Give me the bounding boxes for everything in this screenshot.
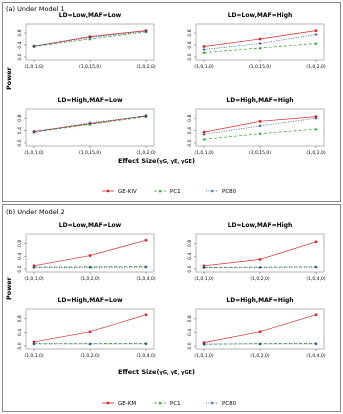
panel-title: LD=High,MAF=High bbox=[226, 97, 294, 104]
panel-title: LD=High,MAF=Low bbox=[57, 97, 123, 104]
x-tick-label: (1,0,1,0) bbox=[24, 65, 44, 70]
legend-label-ge-kiv: GE-KIV bbox=[118, 189, 137, 195]
x-tick-label: (1,0,2,0) bbox=[80, 354, 100, 359]
y-tick-label: 0.4 bbox=[18, 328, 23, 336]
panel-title: LD=High,MAF=High bbox=[226, 297, 294, 304]
y-tick-label: 0.0 bbox=[18, 265, 23, 273]
x-tick-label: (1,0,4,0) bbox=[136, 277, 156, 282]
model1-panels bbox=[0, 0, 343, 200]
x-tick-label: (1,0,15,0) bbox=[78, 151, 102, 156]
panel-m1-0 bbox=[17, 12, 156, 70]
panel-m1-2 bbox=[17, 97, 156, 156]
x-tick-label: (1,0,1,0) bbox=[24, 277, 44, 282]
y-tick-label: 0.8 bbox=[188, 29, 193, 37]
panel-m1-3 bbox=[187, 97, 326, 156]
model2-legend-svg bbox=[96, 397, 256, 409]
y-tick-label: 0.4 bbox=[188, 328, 193, 336]
panel-box bbox=[196, 109, 324, 146]
series-line-ge-km bbox=[204, 315, 316, 343]
panel-m2-3 bbox=[187, 297, 326, 359]
model1-power-label: Power bbox=[5, 67, 13, 90]
data-point-pc80 bbox=[315, 266, 318, 269]
data-point-pc80 bbox=[259, 266, 262, 269]
legend-label-pc1: PC1 bbox=[170, 189, 181, 195]
y-tick-label: 0.4 bbox=[188, 252, 193, 260]
x-tick-label: (1,0,15,0) bbox=[248, 151, 272, 156]
x-tick-label: (1,0,4,0) bbox=[306, 277, 326, 282]
legend-marker-ge-km bbox=[107, 402, 110, 405]
data-point-pc80 bbox=[259, 125, 262, 128]
y-tick-label: 0.4 bbox=[18, 127, 23, 135]
panel-box bbox=[196, 24, 324, 60]
data-point-ge-kiv bbox=[315, 29, 318, 32]
y-tick-label: 0.8 bbox=[18, 239, 23, 247]
x-tick-label: (1,0,2,0) bbox=[136, 65, 156, 70]
model1-xaxis-title: Effect Size(γG, γE, γGE) bbox=[118, 157, 195, 165]
y-tick-label: 0.0 bbox=[188, 139, 193, 147]
data-point-ge-kiv bbox=[259, 38, 262, 41]
y-tick-label: 0.8 bbox=[188, 239, 193, 247]
y-tick-label: 0.8 bbox=[18, 114, 23, 122]
data-point-ge-km bbox=[259, 258, 262, 261]
model2-xaxis-title: Effect Size(γG, γE, γGE) bbox=[118, 368, 195, 376]
data-point-ge-km bbox=[145, 239, 148, 242]
x-tick-label: (1,0,15,0) bbox=[78, 65, 102, 70]
legend-label-pc1: PC1 bbox=[170, 401, 181, 407]
series-line-ge-km bbox=[34, 315, 146, 342]
y-tick-label: 0.8 bbox=[18, 29, 23, 37]
panel-title: LD=Low,MAF=Low bbox=[58, 222, 122, 229]
panel-title: LD=Low,MAF=Low bbox=[58, 12, 122, 19]
data-point-pc80 bbox=[89, 343, 92, 346]
data-point-pc80 bbox=[203, 133, 206, 136]
legend-marker-ge-kiv bbox=[107, 190, 110, 193]
model2-xaxis-title-sub: γG, γE, γGE bbox=[159, 370, 192, 376]
data-point-ge-km bbox=[145, 313, 148, 316]
x-tick-label: (1,0,1,0) bbox=[194, 65, 214, 70]
data-point-ge-km bbox=[89, 254, 92, 257]
legend-label-pc80: PC80 bbox=[222, 401, 237, 407]
y-tick-label: 0.0 bbox=[18, 53, 23, 61]
y-tick-label: 0.8 bbox=[188, 114, 193, 122]
panel-title: LD=Low,MAF=High bbox=[227, 12, 293, 19]
data-point-pc80 bbox=[259, 42, 262, 45]
x-tick-label: (1,0,2,0) bbox=[250, 354, 270, 359]
panel-m2-1 bbox=[187, 222, 326, 282]
panel-m1-1 bbox=[187, 12, 326, 70]
legend-marker-pc80 bbox=[211, 190, 214, 193]
legend-label-ge-km: GE-KM bbox=[118, 401, 137, 407]
legend-marker-pc80 bbox=[211, 402, 214, 405]
model1-legend-svg bbox=[96, 185, 256, 197]
x-tick-label: (1,0,4,0) bbox=[306, 354, 326, 359]
panel-box bbox=[26, 109, 154, 146]
y-tick-label: 0.4 bbox=[188, 127, 193, 135]
y-tick-label: 0.0 bbox=[188, 53, 193, 61]
y-tick-label: 0.0 bbox=[18, 139, 23, 147]
x-tick-label: (1,0,2,0) bbox=[136, 151, 156, 156]
legend-label-pc80: PC80 bbox=[222, 189, 237, 195]
data-point-ge-kiv bbox=[203, 45, 206, 48]
model2-heading: (b) Under Model 2 bbox=[6, 208, 65, 216]
data-point-pc80 bbox=[259, 343, 262, 346]
model2-power-label: Power bbox=[5, 277, 13, 300]
y-tick-label: 0.0 bbox=[188, 342, 193, 350]
data-point-ge-km bbox=[315, 313, 318, 316]
model1-legend bbox=[96, 182, 256, 194]
model2-legend bbox=[96, 394, 256, 406]
panel-m2-2 bbox=[17, 297, 156, 359]
y-tick-label: 0.0 bbox=[18, 342, 23, 350]
series-line-ge-km bbox=[204, 242, 316, 266]
x-tick-label: (1,0,1,0) bbox=[24, 354, 44, 359]
data-point-ge-km bbox=[259, 330, 262, 333]
x-tick-label: (1,0,1,0) bbox=[194, 277, 214, 282]
y-tick-label: 0.4 bbox=[18, 41, 23, 49]
model1-xaxis-title-sub: γG, γE, γGE bbox=[159, 159, 192, 165]
model1-xaxis-title-text: Effect Size( bbox=[118, 157, 160, 165]
x-tick-label: (1,0,2,0) bbox=[306, 65, 326, 70]
panel-m2-0 bbox=[17, 222, 156, 282]
y-tick-label: 0.8 bbox=[188, 315, 193, 323]
data-point-pc80 bbox=[315, 33, 318, 36]
x-tick-label: (1,0,2,0) bbox=[250, 277, 270, 282]
y-tick-label: 0.4 bbox=[188, 41, 193, 49]
model2-xaxis-title-text: Effect Size( bbox=[118, 368, 160, 376]
panel-title: LD=Low,MAF=High bbox=[227, 222, 293, 229]
x-tick-label: (1,0,1,0) bbox=[194, 354, 214, 359]
x-tick-label: (1,0,4,0) bbox=[136, 354, 156, 359]
data-point-ge-km bbox=[89, 330, 92, 333]
series-line-ge-kiv bbox=[204, 117, 316, 132]
model2-panels bbox=[0, 204, 343, 414]
data-point-ge-kiv bbox=[259, 120, 262, 123]
x-tick-label: (1,0,1,0) bbox=[194, 151, 214, 156]
data-point-pc80 bbox=[203, 48, 206, 51]
x-tick-label: (1,0,15,0) bbox=[248, 65, 272, 70]
model1-heading: (a) Under Model 1 bbox=[6, 5, 65, 13]
y-tick-label: 0.8 bbox=[18, 315, 23, 323]
x-tick-label: (1,0,1,0) bbox=[24, 151, 44, 156]
y-tick-label: 0.4 bbox=[18, 252, 23, 260]
y-tick-label: 0.0 bbox=[188, 265, 193, 273]
x-tick-label: (1,0,2,0) bbox=[80, 277, 100, 282]
series-line-ge-km bbox=[34, 240, 146, 266]
panel-box bbox=[26, 24, 154, 60]
data-point-ge-km bbox=[315, 240, 318, 243]
x-tick-label: (1,0,2,0) bbox=[306, 151, 326, 156]
panel-title: LD=High,MAF=Low bbox=[57, 297, 123, 304]
